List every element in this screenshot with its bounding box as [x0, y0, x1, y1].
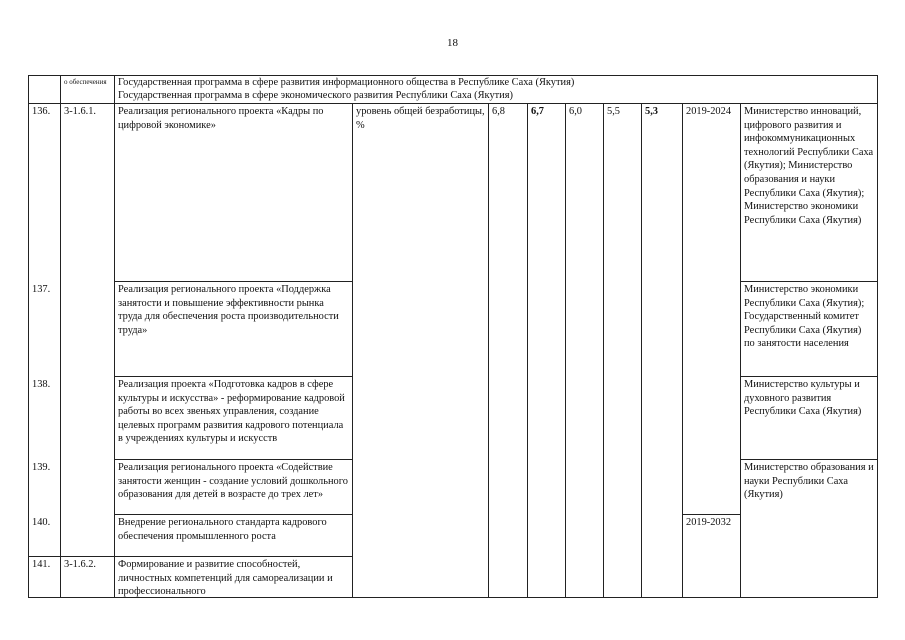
- page-number: 18: [447, 37, 458, 49]
- indicator-name: уровень общей безработицы, %: [356, 106, 485, 131]
- col-border: [352, 103, 353, 598]
- measure-name: Формирование и развитие способностей, личностных компетенций для самореализации и профессионального: [118, 559, 333, 597]
- col-border: [641, 103, 642, 598]
- row-number: 141.: [32, 559, 51, 570]
- indicator-value: 5,5: [607, 106, 620, 117]
- indicator-value: 6,8: [492, 106, 505, 117]
- col-border: [565, 103, 566, 598]
- measure-name: Реализация регионального проекта «Содействие занятости женщин - создание условий дошкольного образования для детей в возрасте до трех лет»: [118, 462, 348, 501]
- row-code: 3-1.6.2.: [64, 559, 97, 570]
- col-border: [488, 103, 489, 598]
- executor: Министерство культуры и духовного развития Республики Саха (Якутия): [744, 379, 862, 418]
- row-number: 138.: [32, 379, 51, 390]
- measure-name: Реализация регионального проекта «Поддержка занятости и повышение эффективности рынка труда для обеспечения роста производительности труда»: [118, 284, 339, 336]
- col-border: [603, 103, 604, 598]
- executor: Министерство экономики Республики Саха (Якутия); Государственный комитет Республики Саха (Якутия) по занятости населения: [744, 284, 865, 350]
- program-title-2: Государственная программа в сфере экономического развития Республики Саха (Якутия): [118, 90, 513, 101]
- col-border: [527, 103, 528, 598]
- table-right-border: [877, 75, 878, 598]
- measure-name: Реализация проекта «Подготовка кадров в сфере культуры и искусства» - реформирование кадровой работы во всех звеньях управления, создание целевых программ развития кадрового потенциала в учреждениях культуры и искусств: [118, 379, 345, 445]
- executor: Министерство инноваций, цифрового развития и инфокоммуникационных технологий Республики Саха (Якутия); Министерство образования и науки Республики Саха (Якутия); Министерство экономики Республики Саха (Якутия): [744, 106, 874, 226]
- row-number: 139.: [32, 462, 51, 473]
- measure-name: Реализация регионального проекта «Кадры по цифровой экономике»: [118, 106, 324, 131]
- executor: Министерство образования и науки Республики Саха (Якутия): [744, 462, 874, 501]
- period: 2019-2032: [686, 517, 732, 528]
- period: 2019-2024: [686, 106, 732, 117]
- col-border: [60, 75, 61, 598]
- row-number: 137.: [32, 284, 51, 295]
- measure-name: Внедрение регионального стандарта кадрового обеспечения промышленного роста: [118, 517, 327, 542]
- indicator-value: 6,0: [569, 106, 582, 117]
- row-number: 140.: [32, 517, 51, 528]
- header-col-label: о обеспечения: [64, 78, 107, 86]
- row-number: 136.: [32, 106, 51, 117]
- program-title-1: Государственная программа в сфере развития информационного общества в Республике Саха (Якутия): [118, 77, 575, 88]
- row-code: 3-1.6.1.: [64, 106, 97, 117]
- indicator-value: 5,3: [645, 106, 658, 117]
- table-bottom-border: [28, 597, 878, 598]
- indicator-value: 6,7: [531, 106, 544, 117]
